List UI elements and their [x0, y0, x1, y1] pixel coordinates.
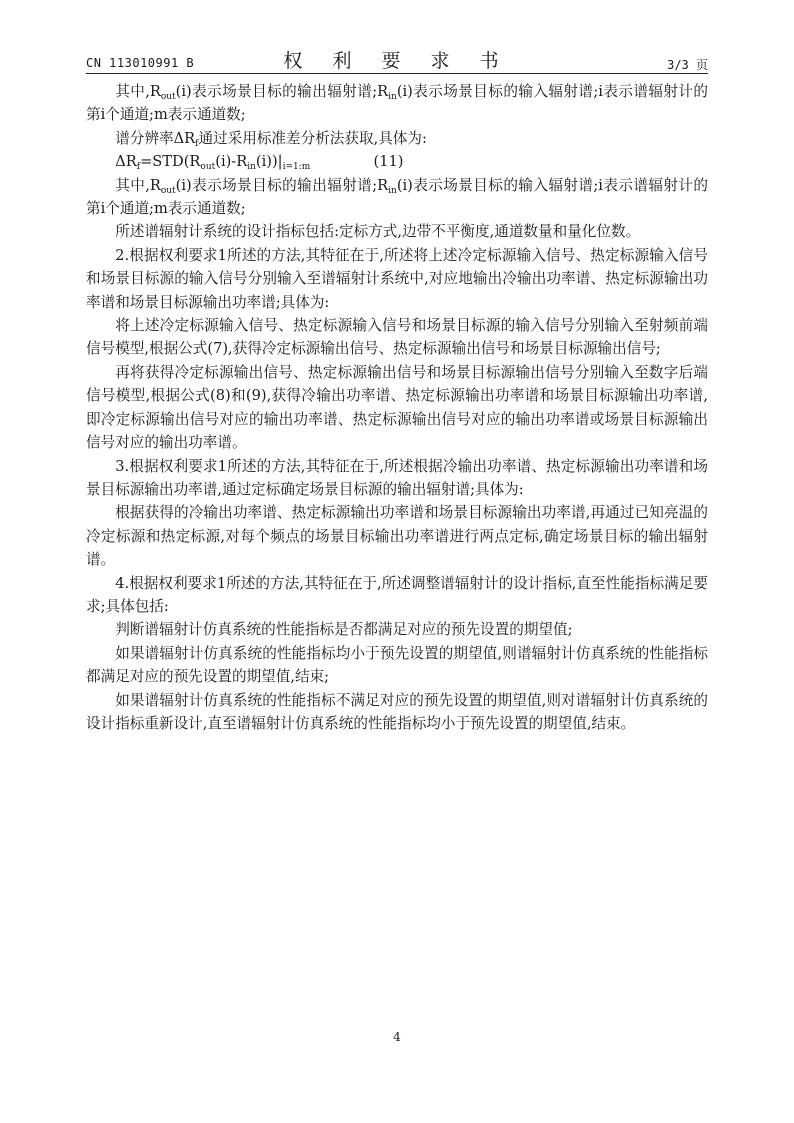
- paragraph-indicators-not-met: 如果谱辐射计仿真系统的性能指标不满足对应的预先设置的期望值,则对谱辐射计仿真系统的设计指标重新设计,直至谱辐射计仿真系统的性能指标均小于预先设置的期望值,结束。: [86, 691, 708, 732]
- paragraph-digital-backend: 再将获得冷定标源输出信号、热定标源输出信号和场景目标源输出信号分别输入至数字后端信号模型,根据公式(8)和(9),获得冷输出功率谱、热定标源输出功率谱和场景目标源输出功率谱,即冷定标源输出信号对应的输出功率谱、热定标源输出信号对应的输出功率谱或场景目标源输出信号对应的输出功率谱。: [86, 363, 708, 452]
- claim-2: 2.根据权利要求1所述的方法,其特征在于,所述将上述冷定标源输入信号、热定标源输入信号和场景目标源的输入信号分别输入至谱辐射计系统中,对应地输出冷输出功率谱、热定标源输出功率谱和场景目标源输出功率谱;具体为:: [86, 246, 708, 311]
- formula-11: $\Delta R_f=STD(R_{out}(i)-R_{in}(i))|_{i=1:m}$ (11): [86, 150, 708, 173]
- paragraph-two-point-calibration: 根据获得的冷输出功率谱、热定标源输出功率谱和场景目标源输出功率谱,再通过已知亮温的冷定标源和热定标源,对每个频点的场景目标输出功率谱进行两点定标,确定场景目标的输出辐射谱。: [86, 504, 708, 569]
- page-number: 4: [393, 1030, 401, 1044]
- document-title: 权 利 要 求 书: [283, 50, 511, 72]
- claim-3: 3.根据权利要求1所述的方法,其特征在于,所述根据冷输出功率谱、热定标源输出功率谱和场景目标源输出功率谱,通过定标确定场景目标源的输出辐射谱;具体为:: [86, 457, 708, 498]
- patent-number: CN 113010991 B: [86, 56, 195, 70]
- paragraph-rf-frontend: 将上述冷定标源输入信号、热定标源输入信号和场景目标源的输入信号分别输入至射频前端信号模型,根据公式(7),获得冷定标源输出信号、热定标源输出信号和场景目标源输出信号;: [86, 317, 708, 358]
- paragraph-design-indicators: 所述谱辐射计系统的设计指标包括:定标方式,边带不平衡度,通道数量和量化位数。: [115, 223, 641, 241]
- page-indicator: 3/3 页: [667, 58, 708, 72]
- equation-number: (11): [373, 153, 404, 171]
- page-header: [86, 46, 708, 76]
- paragraph-definitions-2: 其中$,R_{out}(i)$表示场景目标的输出辐射谱$;R_{in}(i)$表示场景目标的输入辐射谱;i表示谱辐射计的第i个通道;m表示通道数;: [86, 176, 708, 218]
- paragraph-spectral-resolution: 谱分辨率$\Delta R_f$通过采用标准差分析法获取,具体为:: [115, 129, 427, 149]
- claims-body: [86, 80, 708, 735]
- header-rule: [86, 73, 708, 74]
- paragraph-definitions-1: 其中$,R_{out}(i)$表示场景目标的输出辐射谱$;R_{in}(i)$表示场景目标的输入辐射谱;i表示谱辐射计的第i个通道;m表示通道数;: [86, 83, 708, 124]
- paragraph-indicators-met: 如果谱辐射计仿真系统的性能指标均小于预先设置的期望值,则谱辐射计仿真系统的性能指标都满足对应的预先设置的期望值,结束;: [86, 644, 708, 686]
- paragraph-judge-indicators: 判断谱辐射计仿真系统的性能指标是否都满足对应的预先设置的期望值;: [115, 621, 573, 639]
- claim-4: 4.根据权利要求1所述的方法,其特征在于,所述调整谱辐射计的设计指标,直至性能指标满足要求;具体包括:: [86, 574, 708, 615]
